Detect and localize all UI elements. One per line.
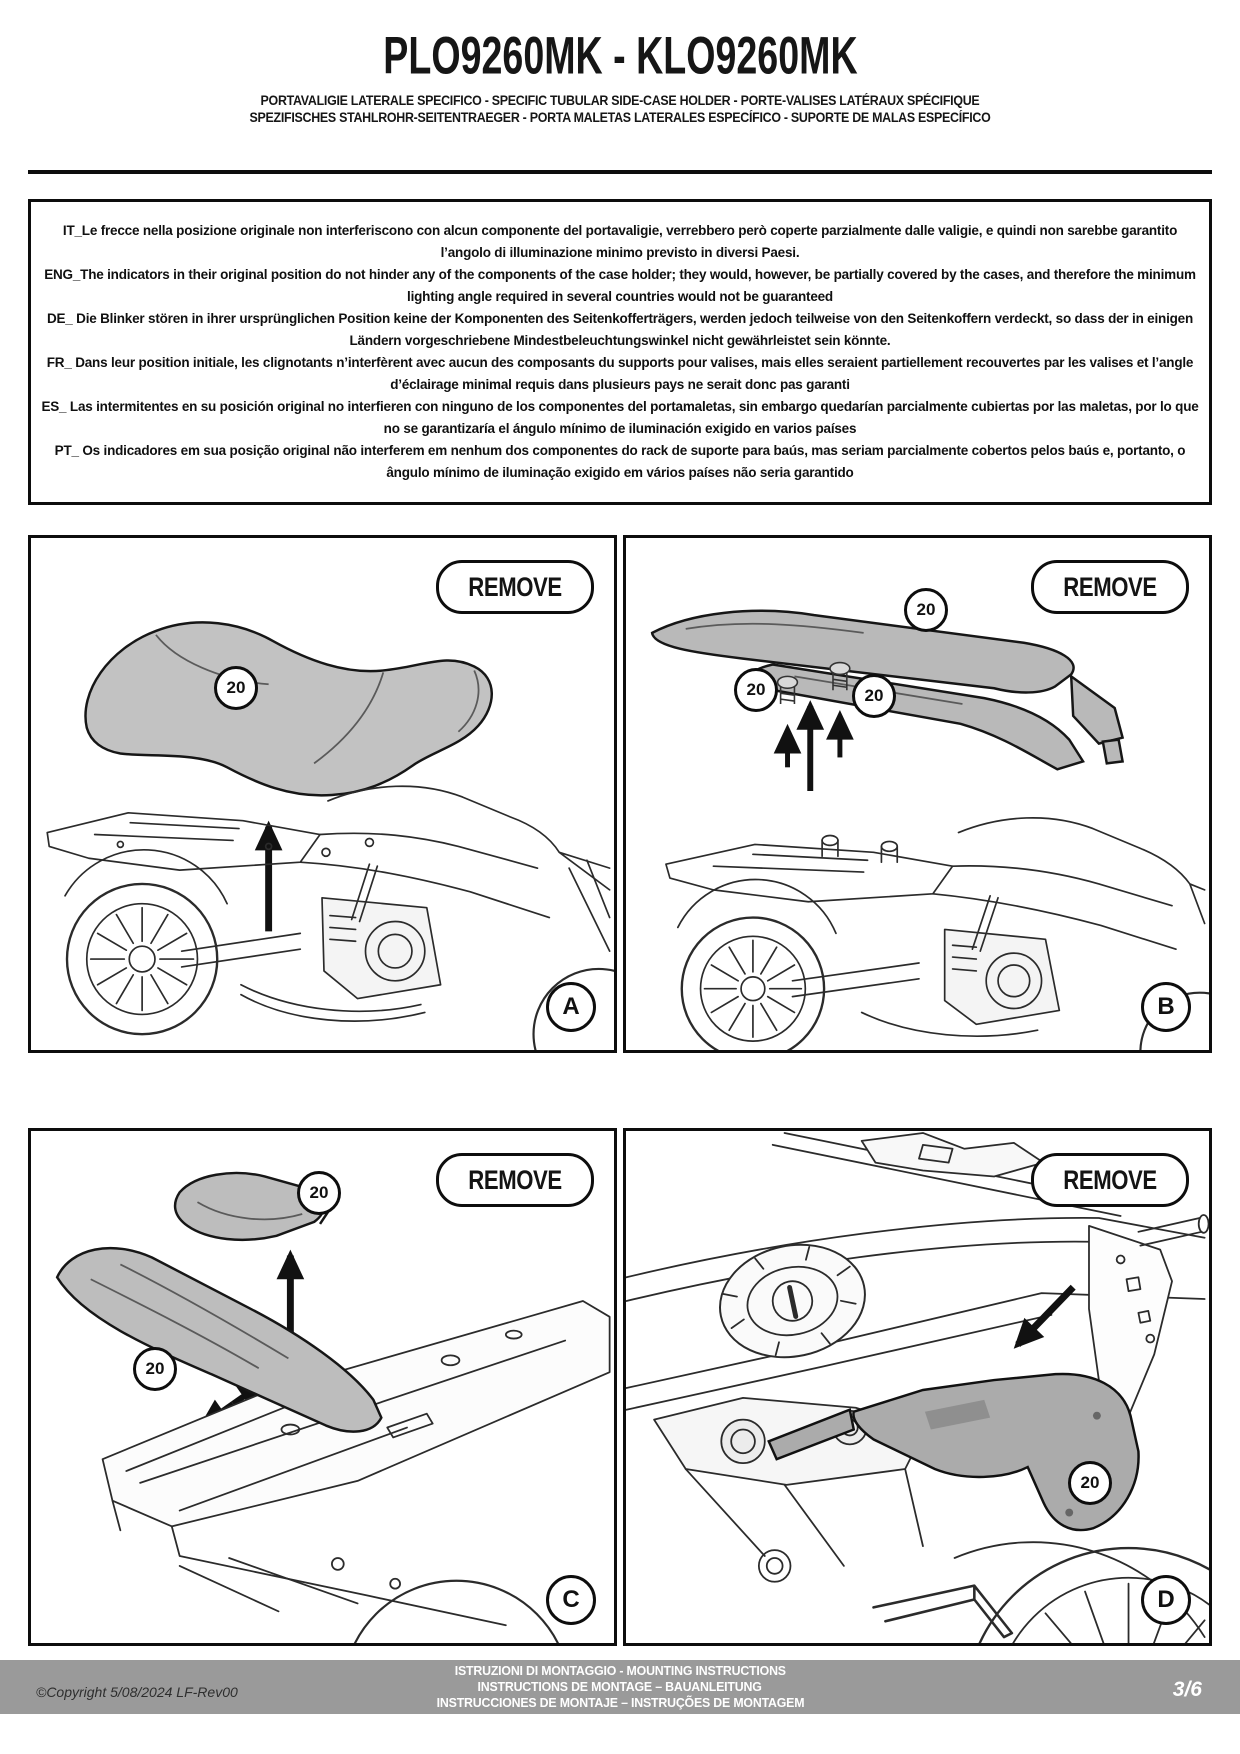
panel-letter-d: D bbox=[1141, 1575, 1191, 1625]
seat-part bbox=[85, 622, 491, 795]
page-title: PLO9260MK - KLO9260MK bbox=[382, 25, 858, 85]
note-fr: FR_ Dans leur position initiale, les clignotants n’interfèrent avec aucun des composants du supports pour valises, mais elles seraient partiellement recouvertes par les valises et l’angle d’éclairage minimal requis dans plusieurs pays ne serait donc pas garanti bbox=[46, 355, 1194, 392]
foot-guard-part bbox=[57, 1248, 381, 1431]
frame-line-art bbox=[626, 1133, 1209, 1643]
remove-label-pill: REMOVE bbox=[436, 1153, 594, 1207]
panel-a bbox=[28, 535, 617, 1053]
remove-label-pill: REMOVE bbox=[1031, 560, 1189, 614]
part-callout-20: 20 bbox=[852, 674, 896, 718]
note-it: IT_Le frecce nella posizione originale non interferiscono con alcun componente del portavaligie, verrebbero però coperte parzialmente dalle valigie, e quindi non sarebbe garantito l’angolo di illuminazione minimo previsto in diversi Paesi. bbox=[62, 223, 1178, 260]
footer-line-3: INSTRUCCIONES DE MONTAJE – INSTRUÇÕES DE MONTAGEM bbox=[436, 1695, 804, 1710]
footer-line-1: ISTRUZIONI DI MONTAGGIO - MOUNTING INSTRUCTIONS bbox=[454, 1663, 786, 1678]
note-es: ES_ Las intermitentes en su posición original no interfieren con ninguno de los componentes del portamaletas, sin embargo quedarían parcialmente cubiertas por las maletas, por lo que no se garantizaría el ángulo mínimo de iluminación exigido en varios países bbox=[41, 399, 1199, 436]
instruction-panels bbox=[28, 535, 1212, 1646]
subtitle-line-1: PORTAVALIGIE LATERALE SPECIFICO - SPECIFIC TUBULAR SIDE-CASE HOLDER - PORTE-VALISES LATÉRAUX SPÉCIFIQUE bbox=[260, 93, 980, 108]
part-callout-20: 20 bbox=[297, 1171, 341, 1215]
footer-line-2: INSTRUCTIONS DE MONTAGE – BAUANLEITUNG bbox=[477, 1679, 763, 1694]
horizontal-rule bbox=[28, 170, 1212, 174]
panel-letter-a: A bbox=[546, 982, 596, 1032]
panel-b bbox=[623, 535, 1212, 1053]
panel-a-illustration bbox=[31, 538, 614, 1050]
motorcycle-line-art bbox=[47, 786, 614, 1050]
copyright-text: ©Copyright 5/08/2024 LF-Rev00 bbox=[36, 1684, 238, 1700]
remove-label-pill: REMOVE bbox=[436, 560, 594, 614]
panel-d-illustration bbox=[626, 1131, 1209, 1643]
note-eng: ENG_The indicators in their original position do not hinder any of the components of the case holder; they would, however, be partially covered by the cases, and therefore the minimum lighting angle required in several countries would not be guaranteed bbox=[44, 267, 1196, 304]
page-number: 3/6 bbox=[1172, 1678, 1202, 1701]
arrows-up bbox=[788, 706, 840, 791]
header bbox=[0, 24, 1240, 125]
part-callout-20: 20 bbox=[214, 666, 258, 710]
part-callout-20: 20 bbox=[1068, 1461, 1112, 1505]
notes-box bbox=[28, 199, 1212, 505]
part-callout-20: 20 bbox=[904, 588, 948, 632]
part-callout-20: 20 bbox=[734, 668, 778, 712]
motorcycle-line-art bbox=[666, 818, 1209, 1050]
remove-label-pill: REMOVE bbox=[1031, 1153, 1189, 1207]
arrow-down-left bbox=[1018, 1287, 1073, 1344]
panel-letter-b: B bbox=[1141, 982, 1191, 1032]
part-callout-20: 20 bbox=[133, 1347, 177, 1391]
note-de: DE_ Die Blinker stören in ihrer ursprünglichen Position keine der Komponenten des Seitenkofferträgers, werden jedoch teilweise von den Seitenkoffern verdeckt, so dass der in einigen Ländern vorgeschriebene Mindestbeleuchtungswinkel nicht gewährleistet sein könnte. bbox=[46, 311, 1194, 348]
note-pt: PT_ Os indicadores em sua posição original não interferem em nenhum dos componentes do rack de suporte para baús, mas seriam parcialmente cobertos pelos baús e, portanto, o ângulo mínimo de iluminação exigido em vários países não seria garantido bbox=[54, 443, 1186, 480]
panel-letter-c: C bbox=[546, 1575, 596, 1625]
subtitle-line-2: SPEZIFISCHES STAHLROHR-SEITENTRAEGER - PORTA MALETAS LATERALES ESPECÍFICO - SUPORTE DE MALAS ESPECÍFICO bbox=[249, 110, 991, 125]
panel-d bbox=[623, 1128, 1212, 1646]
panel-c bbox=[28, 1128, 617, 1646]
